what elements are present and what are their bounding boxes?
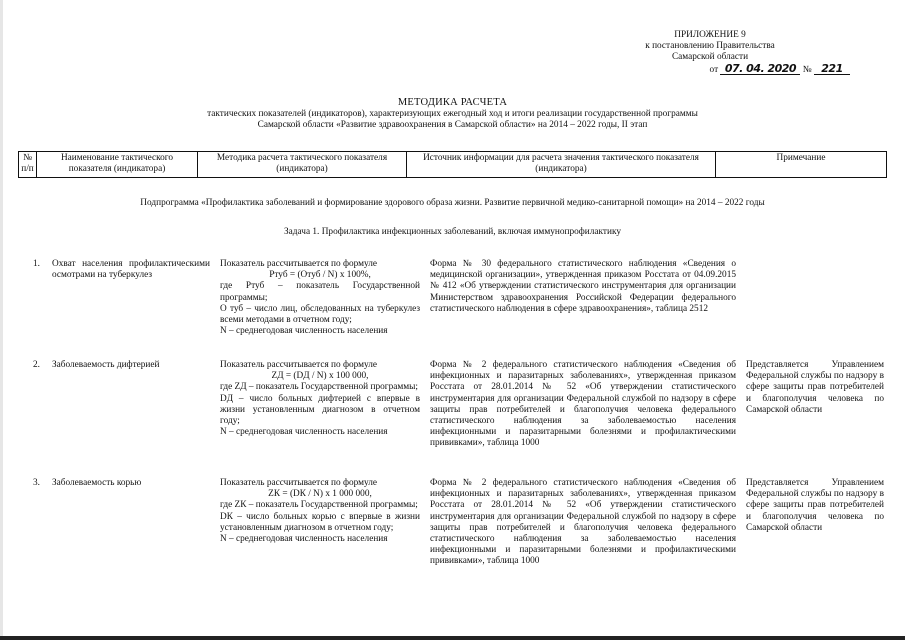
row-3-method-line: DК – число больных корью с впервые в жизни установленным диагнозом в отчетном году; bbox=[220, 511, 420, 533]
appendix-block bbox=[560, 30, 860, 76]
row-1-formula: Pтуб = (Oтуб / N) x 100%, bbox=[269, 270, 371, 281]
row-2-method-line: где ZД – показатель Государственной программы; bbox=[220, 382, 418, 393]
row-1-method-line: O туб – число лиц, обследованных на туберкулез всеми методами в отчетном году; bbox=[220, 303, 420, 326]
row-3-method-intro: Показатель рассчитывается по формуле bbox=[220, 478, 378, 488]
row-2-method-intro: Показатель рассчитывается по формуле bbox=[220, 360, 378, 370]
row-1-number: 1. bbox=[33, 259, 40, 269]
task-heading: Задача 1. Профилактика инфекционных заболеваний, включая иммунопрофилактику bbox=[284, 227, 621, 237]
appendix-region: Самарской области bbox=[671, 52, 749, 63]
row-2-indicator-name: Заболеваемость дифтерией bbox=[52, 360, 160, 370]
appendix-resolution: к постановлению Правительства bbox=[645, 41, 775, 52]
row-1-method-line: N – среднегодовая численность населения bbox=[220, 326, 388, 337]
number-prefix: № bbox=[802, 64, 812, 75]
row-2-note: Представляется Управлением Федеральной службы по надзору в сфере защиты прав потребителей и благополучия человека по Самарской области bbox=[746, 360, 884, 415]
row-3-method-line: где ZК – показатель Государственной программы; bbox=[220, 500, 418, 511]
header-note: Примечание bbox=[716, 152, 887, 178]
row-1-method-line: где Pтуб – показатель Государственной программы; bbox=[220, 281, 420, 303]
header-num: № п/п bbox=[19, 152, 37, 178]
row-3-note: Представляется Управлением Федеральной службы по надзору в сфере защиты прав потребителей и благополучия человека по Самарской области bbox=[746, 478, 884, 533]
row-2-number: 2. bbox=[33, 360, 40, 370]
row-1-method-intro: Показатель рассчитывается по формуле bbox=[220, 259, 378, 269]
header-method: Методика расчета тактического показателя (индикатора) bbox=[198, 152, 407, 178]
subprogram-heading: Подпрограмма «Профилактика заболеваний и формирование здорового образа жизни. Развитие первичной медико-санитарной помощи» на 2014 – 2022 годы bbox=[140, 198, 765, 208]
table-header bbox=[18, 151, 887, 178]
subtitle-line-2: Самарской области «Развитие здравоохранения в Самарской области» на 2014 – 2022 годы, II этап bbox=[257, 120, 648, 131]
document-subtitle bbox=[100, 109, 805, 131]
date-prefix: от bbox=[709, 64, 719, 75]
row-3-indicator-name: Заболеваемость корью bbox=[52, 478, 142, 488]
row-2-source: Форма № 2 федерального статистического наблюдения «Сведения об инфекционных и паразитарных заболеваниях», утвержденная приказом Росстата от 28.01.2014 № 52 «Об утверждении статистического инструментария для организации Федеральной службой по надзору в сфере защиты прав потребителей и благополучия человека федерального статистического наблюдения за заболеваемостью населения инфекционными и паразитарными болезнями и профилактическими прививками», таблица 1000 bbox=[430, 360, 736, 449]
header-name: Наименование тактического показателя (индикатора) bbox=[37, 152, 198, 178]
row-2-method-line: N – среднегодовая численность населения bbox=[220, 427, 388, 438]
row-1-source: Форма № 30 федерального статистического наблюдения «Сведения о медицинской организации», утвержденная приказом Росстата от 04.09.2015 № 412 «Об утверждении статистического инструментария для организации Министерством здравоохранения Российской Федерации федерального статистического наблюдения в сфере здравоохранения», таблица 2512 bbox=[430, 259, 736, 314]
row-3-number: 3. bbox=[33, 478, 40, 488]
row-2-method bbox=[220, 360, 420, 438]
handwritten-number: 221 bbox=[814, 64, 850, 75]
appendix-date-line bbox=[560, 61, 860, 76]
row-3-source: Форма № 2 федерального статистического наблюдения «Сведения об инфекционных и паразитарных заболеваниях», утвержденная приказом Росстата от 28.01.2014 № 52 «Об утверждении статистического инструментария для организации Федеральной службой по надзору в сфере защиты прав потребителей и благополучия человека федерального статистического наблюдения за заболеваемостью населения инфекционными и паразитарными болезнями и профилактическими прививками», таблица 1000 bbox=[430, 478, 736, 567]
row-3-method bbox=[220, 478, 420, 545]
appendix-label: ПРИЛОЖЕНИЕ 9 bbox=[674, 30, 746, 40]
row-3-method-line: N – среднегодовая численность населения bbox=[220, 534, 388, 545]
handwritten-date: 07. 04. 2020 bbox=[720, 64, 800, 75]
row-3-formula: ZК = (DК / N) x 1 000 000, bbox=[268, 489, 372, 500]
table-header-row bbox=[19, 152, 887, 178]
row-2-formula: ZД = (DД / N) x 100 000, bbox=[271, 371, 369, 382]
header-source: Источник информации для расчета значения тактического показателя (индикатора) bbox=[407, 152, 716, 178]
document-title: МЕТОДИКА РАСЧЕТА bbox=[397, 97, 508, 108]
subtitle-line-1: тактических показателей (индикаторов), характеризующих ежегодный ход и итоги реализации государственной программы bbox=[207, 109, 698, 119]
row-2-method-line: DД – число больных дифтерией с впервые в жизни установленным диагнозом в отчетном году; bbox=[220, 393, 420, 427]
page-bottom-edge bbox=[0, 636, 905, 640]
row-1-indicator-name: Охват населения профилактическими осмотрами на туберкулез bbox=[52, 259, 210, 281]
row-1-method bbox=[220, 259, 420, 337]
scan-edge bbox=[0, 0, 3, 640]
